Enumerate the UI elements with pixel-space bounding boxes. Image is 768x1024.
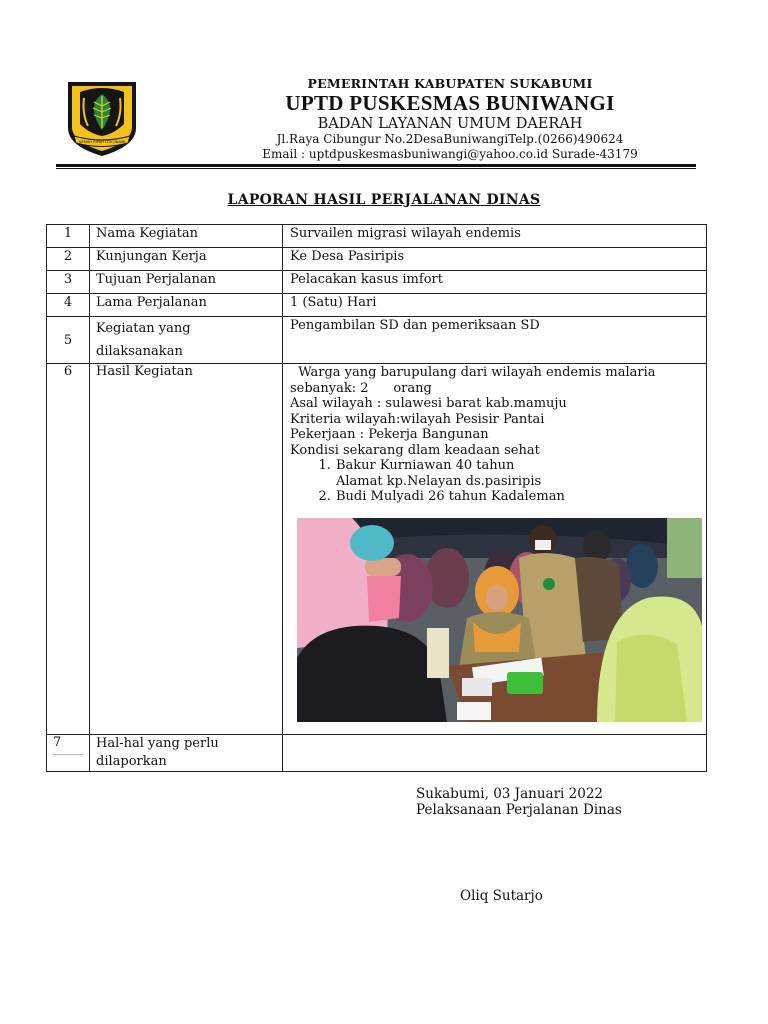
letterhead-rule-thick	[56, 164, 696, 167]
row-number: 6	[47, 364, 90, 735]
table-row	[47, 735, 707, 772]
row-label-line: Hal-hal yang perlu	[96, 736, 219, 751]
hasil-line: Asal wilayah : sulawesi barat kab.mamuju	[290, 396, 567, 411]
list-item	[335, 489, 706, 505]
signature-block	[416, 786, 622, 818]
table-row	[47, 364, 707, 735]
row-number: 3	[47, 271, 90, 294]
signer-role: Pelaksanaan Perjalanan Dinas	[416, 802, 622, 818]
hasil-line: Pekerjaan : Pekerja Bangunan	[290, 427, 489, 442]
row-label-line: dilaporkan	[96, 754, 167, 769]
row-label-line: dilaksanakan	[96, 344, 183, 359]
hasil-line: Warga yang barupulang dari wilayah endemis malaria	[290, 365, 656, 380]
table-row	[47, 225, 707, 248]
row-number: 5	[47, 317, 90, 364]
hasil-kegiatan-cell	[283, 364, 707, 735]
table-row	[47, 271, 707, 294]
letterhead-text	[160, 76, 740, 162]
row-number: 2	[47, 248, 90, 271]
person-name: Budi Mulyadi 26 tahun Kadaleman	[336, 489, 565, 504]
person-list	[290, 458, 706, 505]
hasil-kegiatan-text	[290, 364, 706, 505]
field-activity-photo	[297, 518, 702, 722]
row-value	[283, 735, 707, 772]
table-row	[47, 317, 707, 364]
table-row	[47, 248, 707, 271]
row-label	[90, 735, 283, 772]
logo-motto: GEMAH RIPAH LOH JINAWI	[78, 140, 126, 144]
letterhead	[0, 0, 768, 170]
hasil-line: sebanyak: 2 orang	[290, 380, 432, 396]
row-label: Hasil Kegiatan	[90, 364, 283, 735]
institution-name: UPTD PUSKESMAS BUNIWANGI	[285, 91, 615, 115]
row-label: Kunjungan Kerja	[90, 248, 283, 271]
hasil-line: Kondisi sekarang dlam keadaan sehat	[290, 442, 540, 458]
row-number-cell	[47, 735, 90, 772]
letterhead-rule-thin	[56, 168, 696, 169]
sukabumi-regency-emblem-icon	[66, 80, 138, 158]
government-name: PEMERINTAH KABUPATEN SUKABUMI	[307, 76, 593, 91]
list-item	[335, 458, 706, 489]
row-label	[90, 317, 283, 364]
row-value: Survailen migrasi wilayah endemis	[283, 225, 707, 248]
institution-address: Jl.Raya Cibungur No.2DesaBuniwangiTelp.(0266)490624	[276, 132, 624, 146]
row-value: 1 (Satu) Hari	[283, 294, 707, 317]
row-value: Pengambilan SD dan pemeriksaan SD	[283, 317, 707, 364]
document-title: LAPORAN HASIL PERJALANAN DINAS	[227, 192, 541, 208]
row-label: Nama Kegiatan	[90, 225, 283, 248]
row-number-underline	[53, 754, 83, 755]
person-address: Alamat kp.Nelayan ds.pasiripis	[336, 473, 542, 489]
row-label-line: Kegiatan yang	[96, 321, 191, 336]
institution-email: Email : uptdpuskesmasbuniwangi@yahoo.co.id Surade-43179	[262, 147, 638, 161]
row-number: 4	[47, 294, 90, 317]
row-value: Ke Desa Pasiripis	[283, 248, 707, 271]
table-row	[47, 294, 707, 317]
institution-type: BADAN LAYANAN UMUM DAERAH	[317, 116, 583, 132]
row-number: 1	[47, 225, 90, 248]
row-value: Pelacakan kasus imfort	[283, 271, 707, 294]
report-table	[46, 224, 707, 772]
row-label: Lama Perjalanan	[90, 294, 283, 317]
hasil-line: Kriteria wilayah:wilayah Pesisir Pantai	[290, 411, 545, 427]
signer-name: Oliq Sutarjo	[460, 888, 543, 904]
place-date: Sukabumi, 03 Januari 2022	[416, 786, 603, 802]
row-label: Tujuan Perjalanan	[90, 271, 283, 294]
row-number: 7	[53, 735, 62, 750]
person-name: Bakur Kurniawan 40 tahun	[336, 458, 515, 473]
